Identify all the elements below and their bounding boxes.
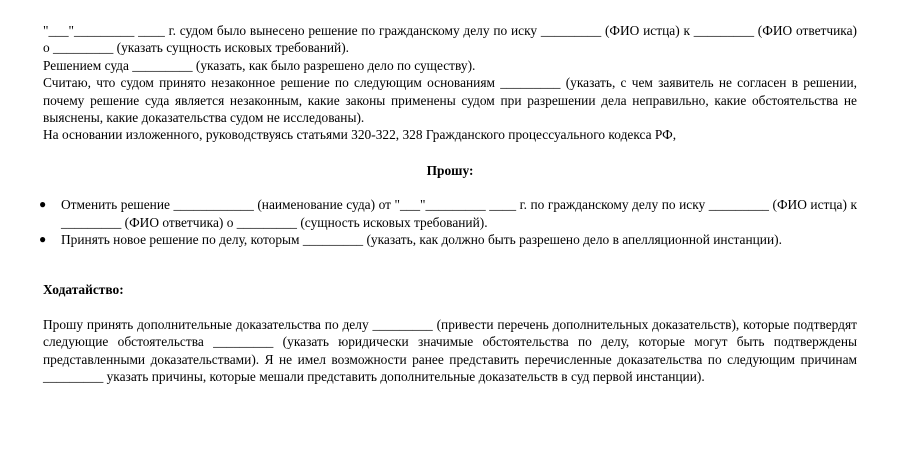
intro-ruling-paragraph: Решением суда _________ (указать, как было разрешено дело по существу). [43, 57, 476, 73]
request-list [39, 196, 857, 248]
document-page [39, 22, 857, 386]
intro-grounds-paragraph: Считаю, что судом принято незаконное решение по следующим основаниям _________ (указать, с чем заявитель не согласен в решении, почему решение суда является незаконным, какие законы применены судом при разрешении дела неправильно, какие обстоятельства не выяснены, какие доказательства судом не исследованы). [43, 75, 857, 126]
bullet-icon: ● [39, 232, 47, 247]
request-item-text: Принять новое решение по делу, которым _________ (указать, как должно быть разрешено дело в апелляционной инстанции). [61, 232, 782, 248]
request-heading: Прошу: [426, 162, 474, 178]
motion-heading: Ходатайство: [43, 282, 124, 298]
intro-decision-paragraph: "___"_________ ____ г. судом было вынесено решение по гражданскому делу по иску _________ (ФИО истца) к _________ (ФИО ответчика) о _________ (указать сущность исковых требований). [43, 23, 857, 56]
bullet-icon: ● [39, 197, 47, 212]
intro-legal-basis-paragraph: На основании изложенного, руководствуясь статьями 320-322, 328 Гражданского процессуального кодекса РФ, [43, 127, 677, 143]
request-item-cancel [39, 196, 857, 231]
request-item-new-decision [39, 231, 857, 248]
request-item-text: Отменить решение ____________ (наименование суда) от "___"_________ ____ г. по гражданскому делу по иску _________ (ФИО истца) к _________ (ФИО ответчика) о _________ (сущность исковых требований). [61, 197, 857, 230]
motion-paragraph: Прошу принять дополнительные доказательства по делу _________ (привести перечень дополнительных доказательств), которые подтвердят следующие обстоятельства _________ (указать юридически значимые обстоятельства по делу, которые могут быть подтверждены представленными доказательствами). Я не имел возможности ранее представить перечисленные доказательства по следующим причинам _________ указать причины, которые мешали представить дополнительные доказательств в суд первой инстанции). [43, 316, 857, 385]
